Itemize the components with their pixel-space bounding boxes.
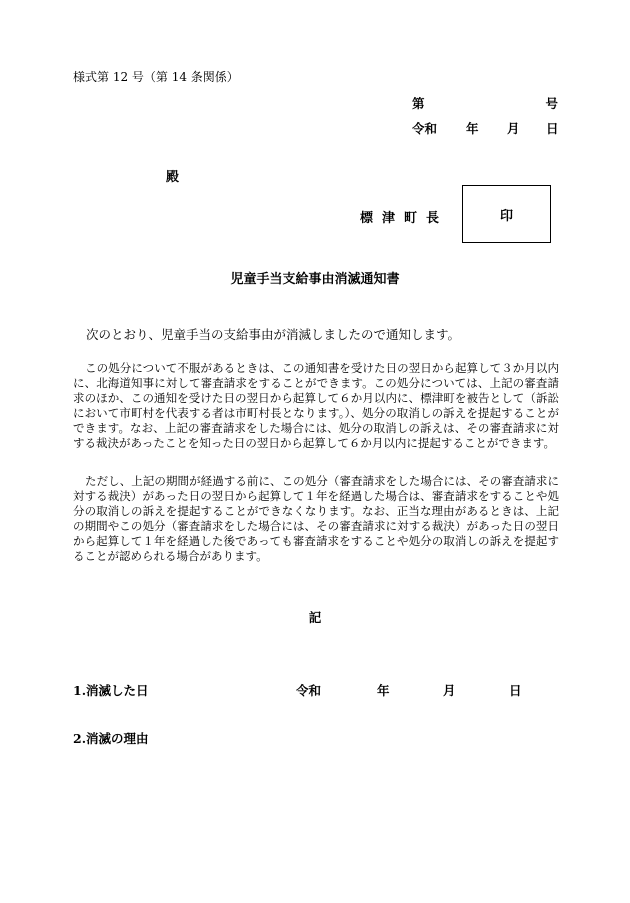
extinction-date-label: 1.消滅した日 <box>73 683 149 698</box>
document-number-prefix: 第 <box>412 96 425 111</box>
issue-date-year: 年 <box>466 121 479 136</box>
extinction-date-year: 年 <box>377 683 390 698</box>
intro-text <box>73 326 557 343</box>
extinction-date-day: 日 <box>509 683 522 698</box>
ki-heading: 記 <box>308 610 322 625</box>
intro-sentence: 次のとおり、児童手当の支給事由が消滅しましたので通知します。 <box>86 327 461 342</box>
document-title: 児童手当支給事由消滅通知書 <box>230 272 400 287</box>
seal-label: 印 <box>499 208 513 224</box>
appeal-limitation-text: ただし、上記の期間が経過する前に、この処分（審査請求をした場合には、その審査請求に対する裁決）があった日の翌日から起算して１年を経過した場合は、審査請求をすることや処分の取消しの訴えを提起することができなくなります。なお、正当な理由があるときは、上記の期間やこの処分（審査請求をした場合には、その審査請求に対する裁決）があった日の翌日から起算して１年を経過した後であっても審査請求をすることや処分の取消しの訴えを提起することが認められる場合があります。 <box>73 474 559 563</box>
extinction-date-month: 月 <box>443 683 456 698</box>
appeal-notice-text: この処分について不服があるときは、この通知書を受けた日の翌日から起算して３か月以内に、北海道知事に対して審査請求をすることができます。この処分については、上記の審査請求のほか、この通知を受けた日の翌日から起算して６か月以内に、標津町を被告として（訴訟において市町村を代表する者は市町村長となります。）、処分の取消しの訴えを提起することができます。なお、上記の審査請求をした場合には、処分の取消しの訴えは、その審査請求に対する裁決があったことを知った日の翌日から起算して６か月以内に提起することができます。 <box>73 361 559 450</box>
document-number-suffix: 号 <box>545 96 558 111</box>
seal-box <box>462 185 551 243</box>
document-number <box>412 94 558 112</box>
issue-date-day: 日 <box>546 121 559 136</box>
form-number: 様式第 12 号（第 14 条関係） <box>73 70 239 84</box>
extinction-reason-label: 2.消滅の理由 <box>73 731 149 746</box>
issue-date-era: 令和 <box>412 121 438 136</box>
extinction-date-era: 令和 <box>296 683 322 698</box>
issuer-title: 標津町長 <box>360 211 449 226</box>
appeal-notice-paragraph <box>73 361 559 451</box>
addressee-honorific: 殿 <box>166 170 180 185</box>
issue-date-month: 月 <box>507 121 520 136</box>
appeal-limitation-paragraph <box>73 474 559 564</box>
